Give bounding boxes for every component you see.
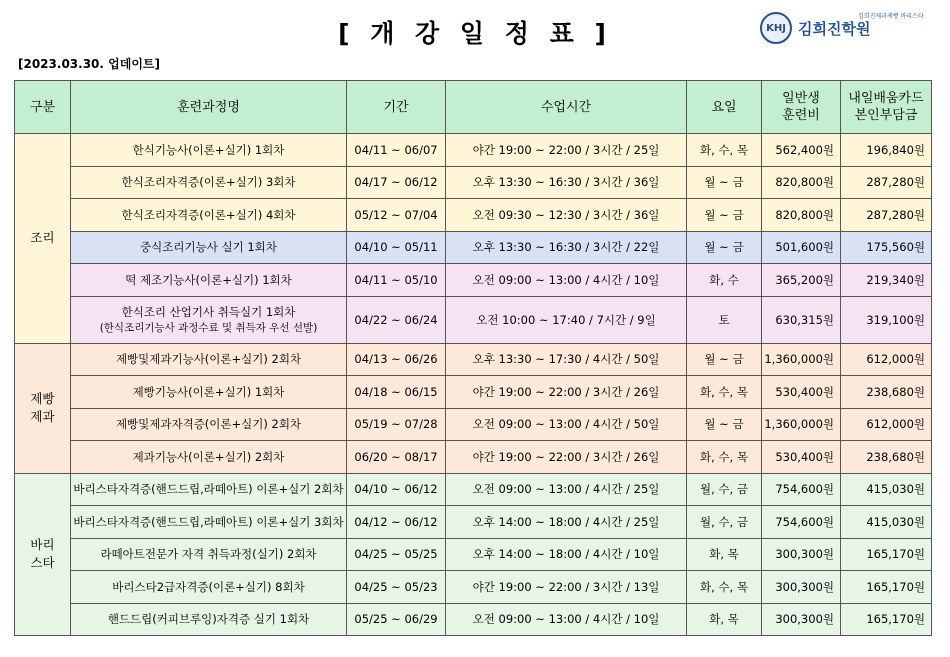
class-days: 월 ~ 금: [687, 343, 762, 376]
self-pay-fee: 287,280원: [841, 199, 932, 232]
table-row: [15, 408, 932, 441]
course-name: 중식조리기능사 실기 1회차: [71, 231, 347, 264]
course-period: 06/20 ~ 08/17: [347, 441, 446, 474]
table-row: [15, 603, 932, 636]
course-name: 바리스타2급자격증(이론+실기) 8회차: [71, 571, 347, 604]
self-pay-fee: 287,280원: [841, 166, 932, 199]
general-fee: 1,360,000원: [762, 408, 841, 441]
course-name: 바리스타자격증(핸드드립,라떼아트) 이론+실기 2회차: [71, 473, 347, 506]
self-pay-fee: 415,030원: [841, 473, 932, 506]
general-fee: 754,600원: [762, 473, 841, 506]
general-fee: 530,400원: [762, 376, 841, 409]
class-days: 화, 수, 목: [687, 441, 762, 474]
general-fee: 820,800원: [762, 166, 841, 199]
column-header-time: 수업시간: [446, 81, 687, 134]
class-days: 월 ~ 금: [687, 199, 762, 232]
self-pay-fee: 612,000원: [841, 408, 932, 441]
course-name: 핸드드립(커피브루잉)자격증 실기 1회차: [71, 603, 347, 636]
class-days: 화, 수, 목: [687, 571, 762, 604]
class-time: 야간 19:00 ~ 22:00 / 3시간 / 26일: [446, 441, 687, 474]
schedule-table: [14, 80, 932, 636]
class-time: 오후 13:30 ~ 16:30 / 3시간 / 36일: [446, 166, 687, 199]
course-period: 04/13 ~ 06/26: [347, 343, 446, 376]
class-time: 오전 10:00 ~ 17:40 / 7시간 / 9일: [446, 296, 687, 343]
self-pay-fee: 415,030원: [841, 506, 932, 539]
table-row: [15, 571, 932, 604]
self-pay-fee: 238,680원: [841, 441, 932, 474]
column-header-course: 훈련과정명: [71, 81, 347, 134]
table-row: [15, 376, 932, 409]
course-name: 한식조리 산업기사 취득실기 1회차 (한식조리기능사 과정수료 및 취득자 우선 선발): [71, 296, 347, 343]
class-time: 오전 09:00 ~ 13:00 / 4시간 / 10일: [446, 264, 687, 297]
course-name: 한식조리자격증(이론+실기) 4회차: [71, 199, 347, 232]
class-time: 오전 09:00 ~ 13:00 / 4시간 / 25일: [446, 473, 687, 506]
course-period: 04/10 ~ 05/11: [347, 231, 446, 264]
column-header-fee: 일반생 훈련비: [762, 81, 841, 134]
column-header-period: 기간: [347, 81, 446, 134]
class-days: 월 ~ 금: [687, 231, 762, 264]
class-time: 오전 09:00 ~ 13:00 / 4시간 / 10일: [446, 603, 687, 636]
general-fee: 754,600원: [762, 506, 841, 539]
general-fee: 562,400원: [762, 134, 841, 167]
table-row: [15, 538, 932, 571]
table-row: [15, 199, 932, 232]
course-period: 04/10 ~ 06/12: [347, 473, 446, 506]
general-fee: 300,300원: [762, 538, 841, 571]
course-period: 05/19 ~ 07/28: [347, 408, 446, 441]
table-row: [15, 506, 932, 539]
update-date: [2023.03.30. 업데이트]: [18, 57, 160, 71]
course-name: 떡 제조기능사(이론+실기) 1회차: [71, 264, 347, 297]
class-days: 화, 목: [687, 538, 762, 571]
course-name: 한식기능사(이론+실기) 1회차: [71, 134, 347, 167]
schedule-body: [15, 134, 932, 636]
class-days: 화, 수, 목: [687, 376, 762, 409]
course-period: 04/11 ~ 06/07: [347, 134, 446, 167]
general-fee: 300,300원: [762, 603, 841, 636]
course-period: 04/17 ~ 06/12: [347, 166, 446, 199]
logo-subtitle: 김희진제과제빵 바리스타: [858, 13, 924, 20]
general-fee: 501,600원: [762, 231, 841, 264]
course-period: 05/25 ~ 06/29: [347, 603, 446, 636]
category-cell-cook: 조리: [15, 134, 71, 344]
class-days: 월, 수, 금: [687, 473, 762, 506]
course-name: 한식조리자격증(이론+실기) 3회차: [71, 166, 347, 199]
table-row: [15, 473, 932, 506]
page-title: [ 개 강 일 정 표 ]: [338, 19, 612, 48]
self-pay-fee: 219,340원: [841, 264, 932, 297]
logo-name: 김희진: [798, 19, 842, 38]
class-days: 화, 목: [687, 603, 762, 636]
category-cell-bake: 제빵 제과: [15, 343, 71, 473]
general-fee: 630,315원: [762, 296, 841, 343]
table-row: [15, 296, 932, 343]
course-name: 라떼아트전문가 자격 취득과정(실기) 2회차: [71, 538, 347, 571]
class-days: 월 ~ 금: [687, 166, 762, 199]
category-cell-bari: 바리 스타: [15, 473, 71, 636]
class-days: 토: [687, 296, 762, 343]
logo-suffix: 학원: [841, 19, 871, 38]
course-period: 04/25 ~ 05/25: [347, 538, 446, 571]
course-name: 제과기능사(이론+실기) 2회차: [71, 441, 347, 474]
class-time: 야간 19:00 ~ 22:00 / 3시간 / 13일: [446, 571, 687, 604]
class-time: 야간 19:00 ~ 22:00 / 3시간 / 25일: [446, 134, 687, 167]
course-period: 04/22 ~ 06/24: [347, 296, 446, 343]
academy-logo: [760, 8, 930, 48]
class-days: 화, 수: [687, 264, 762, 297]
course-name: 제빵및제과자격증(이론+실기) 2회차: [71, 408, 347, 441]
class-time: 오후 14:00 ~ 18:00 / 4시간 / 25일: [446, 506, 687, 539]
self-pay-fee: 196,840원: [841, 134, 932, 167]
class-time: 오후 14:00 ~ 18:00 / 4시간 / 10일: [446, 538, 687, 571]
self-pay-fee: 175,560원: [841, 231, 932, 264]
course-name: 제빵기능사(이론+실기) 1회차: [71, 376, 347, 409]
general-fee: 1,360,000원: [762, 343, 841, 376]
class-days: 월, 수, 금: [687, 506, 762, 539]
class-time: 야간 19:00 ~ 22:00 / 3시간 / 26일: [446, 376, 687, 409]
self-pay-fee: 238,680원: [841, 376, 932, 409]
general-fee: 365,200원: [762, 264, 841, 297]
table-row: [15, 441, 932, 474]
general-fee: 530,400원: [762, 441, 841, 474]
logo-emblem-icon: KHJ: [760, 12, 792, 44]
self-pay-fee: 612,000원: [841, 343, 932, 376]
course-period: 04/18 ~ 06/15: [347, 376, 446, 409]
course-period: 04/12 ~ 06/12: [347, 506, 446, 539]
column-header-days: 요일: [687, 81, 762, 134]
self-pay-fee: 165,170원: [841, 571, 932, 604]
course-note: (한식조리기능사 과정수료 및 취득자 우선 선발): [99, 322, 318, 334]
class-time: 오후 13:30 ~ 16:30 / 3시간 / 22일: [446, 231, 687, 264]
course-period: 04/25 ~ 05/23: [347, 571, 446, 604]
course-name: 제빵및제과기능사(이론+실기) 2회차: [71, 343, 347, 376]
course-name: 바리스타자격증(핸드드립,라떼아트) 이론+실기 3회차: [71, 506, 347, 539]
column-header-self-pay: 내일배움카드 본인부담금: [841, 81, 932, 134]
class-days: 월 ~ 금: [687, 408, 762, 441]
class-time: 오후 13:30 ~ 17:30 / 4시간 / 50일: [446, 343, 687, 376]
course-period: 05/12 ~ 07/04: [347, 199, 446, 232]
self-pay-fee: 165,170원: [841, 538, 932, 571]
table-row: [15, 343, 932, 376]
class-days: 화, 수, 목: [687, 134, 762, 167]
column-header-category: 구분: [15, 81, 71, 134]
table-row: [15, 166, 932, 199]
course-period: 04/11 ~ 05/10: [347, 264, 446, 297]
table-row: [15, 264, 932, 297]
general-fee: 300,300원: [762, 571, 841, 604]
table-row: [15, 134, 932, 167]
class-time: 오전 09:30 ~ 12:30 / 3시간 / 36일: [446, 199, 687, 232]
class-time: 오전 09:00 ~ 13:00 / 4시간 / 50일: [446, 408, 687, 441]
table-row: [15, 231, 932, 264]
table-header-row: [15, 81, 932, 134]
self-pay-fee: 319,100원: [841, 296, 932, 343]
general-fee: 820,800원: [762, 199, 841, 232]
self-pay-fee: 165,170원: [841, 603, 932, 636]
